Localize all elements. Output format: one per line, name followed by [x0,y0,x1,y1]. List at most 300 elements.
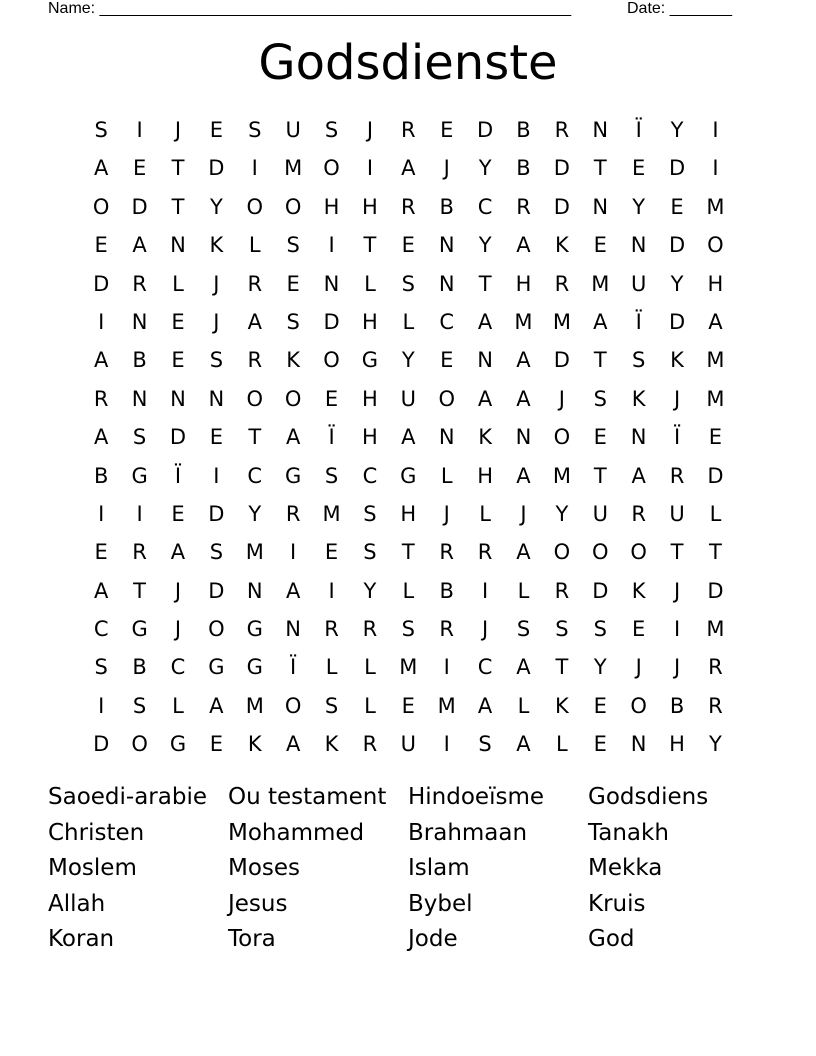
grid-letter: A [285,425,301,450]
grid-letter: A [94,425,109,450]
grid-letter: N [630,233,647,258]
grid-letter: M [245,693,264,718]
grid-letter: M [706,617,725,642]
word-list-item: Ou testament [228,784,387,810]
grid-letter: E [94,233,108,258]
grid-letter: R [554,118,570,142]
grid-letter: G [400,463,417,488]
grid-letter: T [171,194,185,219]
grid-row [82,648,735,686]
grid-letter: T [593,348,607,373]
grid-letter: E [440,348,454,373]
grid-letter: A [516,348,531,373]
grid-letter: E [171,501,185,526]
grid-letter: H [669,732,685,757]
word-list-item: Mekka [588,855,663,882]
grid-letter: E [632,617,646,642]
grid-letter: G [131,463,148,488]
grid-letter: N [630,732,647,757]
grid-letter: O [246,194,264,219]
grid-letter: M [706,348,725,373]
grid-letter: E [632,156,646,181]
word-list-item: Tanakh [588,819,669,846]
grid-letter: C [439,309,455,334]
grid-letter: L [517,693,530,718]
grid-letter: J [213,271,220,296]
grid-letter: B [439,194,454,219]
grid-letter: N [285,617,301,642]
grid-letter: Ï [635,309,642,334]
grid-letter: K [324,732,339,757]
grid-letter: L [517,578,530,603]
grid-letter: A [401,156,416,181]
grid-letter: S [248,118,262,142]
grid-letter: E [440,118,454,142]
grid-letter: R [324,617,339,642]
grid-letter: J [174,118,182,142]
word-list-item: Moslem [48,855,137,882]
grid-letter: S [94,655,108,680]
grid-letter: J [366,118,374,142]
word-list-item: Jesus [228,890,288,917]
grid-letter: A [593,309,608,334]
grid-row [82,457,735,495]
grid-letter: A [631,463,646,488]
grid-letter: U [400,386,416,411]
grid-letter: T [555,655,569,680]
grid-letter: K [286,348,301,373]
grid-letter: R [247,348,263,373]
grid-letter: L [402,578,415,603]
grid-letter: H [400,501,417,526]
grid-letter: R [669,463,685,488]
grid-letter: J [213,309,220,334]
grid-letter: H [362,386,378,411]
grid-letter: M [437,693,456,718]
grid-letter: M [591,271,610,296]
grid-letter: D [707,578,724,603]
date-field-label: Date: _______ [627,0,732,17]
grid-letter: M [706,194,725,219]
grid-letter: T [133,578,146,603]
grid-row [82,380,735,418]
grid-letter: G [208,655,225,680]
grid-letter: A [209,693,224,718]
grid-letter: O [707,233,724,258]
grid-letter: D [208,501,225,526]
page-title: Godsdienste [258,35,558,91]
grid-letter: N [438,271,455,296]
grid-letter: R [516,194,531,219]
grid-letter: R [439,617,454,642]
grid-letter: H [707,271,724,296]
grid-letter: N [170,233,186,258]
grid-letter: E [593,732,607,757]
grid-letter: J [558,386,565,411]
grid-letter: O [630,540,647,565]
grid-letter: N [131,386,148,411]
grid-letter: D [668,233,686,258]
grid-letter: D [553,194,570,219]
grid-letter: D [323,309,340,334]
grid-letter: I [98,309,105,334]
grid-letter: E [94,540,108,565]
grid-letter: C [170,655,186,680]
grid-letter: Y [632,194,646,219]
grid-letter: R [362,732,378,757]
grid-letter: R [247,271,263,296]
word-list-item: God [588,926,635,953]
grid-letter: S [132,425,147,450]
word-list-item: Hindoeïsme [408,784,545,810]
grid-letter: M [514,309,533,334]
grid-letter: A [247,309,262,334]
grid-letter: M [245,540,264,565]
grid-letter: G [361,348,379,373]
word-list-item: Allah [48,890,106,917]
grid-letter: R [93,386,109,411]
grid-letter: J [673,386,681,411]
grid-letter: J [673,578,681,603]
grid-letter: D [592,578,609,603]
grid-letter: U [669,501,685,526]
grid-letter: A [516,233,531,258]
grid-letter: R [477,540,493,565]
grid-letter: K [247,732,262,757]
grid-letter: K [554,233,569,258]
grid-letter: I [443,732,450,757]
grid-letter: Y [555,501,569,526]
grid-letter: O [592,540,609,565]
grid-letter: D [169,425,187,450]
grid-letter: Y [363,578,377,603]
grid-letter: C [477,194,493,219]
grid-letter: C [247,463,263,488]
grid-letter: R [401,194,416,219]
grid-letter: I [712,118,719,142]
grid-letter: T [478,271,492,296]
name-field-label: Name: _____________________________________________________ [48,0,572,17]
grid-letter: E [132,156,147,181]
grid-letter: A [132,233,147,258]
grid-letter: O [92,194,110,219]
grid-letter: B [132,348,147,373]
grid-letter: Y [670,271,684,296]
grid-letter: T [363,233,377,258]
grid-letter: N [323,271,340,296]
grid-row [82,610,735,648]
grid-letter: R [708,693,723,718]
word-list-item: Godsdiens [588,784,709,810]
grid-letter: J [443,501,450,526]
grid-letter: I [290,540,297,565]
grid-letter: A [477,309,493,334]
grid-letter: O [131,732,148,757]
grid-letter: O [553,425,571,450]
grid-letter: S [209,540,224,565]
grid-letter: K [670,348,684,373]
grid-letter: Ï [174,463,182,488]
word-list-item: Kruis [588,890,646,917]
grid-letter: S [209,348,224,373]
grid-letter: O [438,386,455,411]
grid-letter: R [631,501,646,526]
grid-letter: I [366,156,374,181]
header-line [48,0,768,20]
grid-letter: G [246,655,263,680]
grid-letter: N [208,386,225,411]
grid-letter: R [362,617,378,642]
grid-letter: E [593,425,607,450]
grid-letter: R [401,118,416,142]
word-list-item: Moses [228,855,301,882]
grid-letter: L [364,693,376,718]
grid-letter: I [328,578,335,603]
grid-letter: O [553,540,571,565]
grid-letter: B [516,118,531,142]
grid-letter: E [593,233,607,258]
grid-letter: H [515,271,532,296]
grid-letter: E [401,693,415,718]
word-list-item: Jode [408,926,458,953]
grid-letter: H [323,194,340,219]
grid-letter: S [324,118,339,142]
grid-letter: G [246,617,263,642]
grid-letter: D [208,578,225,603]
grid-letter: L [556,732,568,757]
grid-letter: L [325,655,338,680]
grid-letter: R [132,540,147,565]
grid-letter: K [478,425,492,450]
grid-letter: J [174,578,182,603]
grid-row [82,149,735,187]
grid-letter: N [592,118,609,142]
grid-letter: S [401,617,415,642]
grid-letter: I [251,156,258,181]
grid-letter: S [132,693,147,718]
grid-row [82,418,735,456]
grid-letter: O [284,194,302,219]
grid-letter: E [209,425,223,450]
grid-letter: B [93,463,109,488]
grid-letter: K [631,578,646,603]
grid-row [82,226,735,264]
grid-letter: J [635,655,642,680]
grid-letter: T [593,463,607,488]
grid-letter: T [401,540,415,565]
grid-letter: J [174,617,182,642]
grid-letter: D [553,348,570,373]
grid-letter: M [552,309,571,334]
grid-letter: D [553,156,570,181]
word-list-item: Brahmaan [408,819,528,846]
grid-letter: Ï [673,425,681,450]
grid-letter: S [516,617,531,642]
grid-letter: E [209,732,223,757]
grid-letter: K [554,693,569,718]
grid-letter: O [246,386,264,411]
grid-letter: O [208,617,225,642]
grid-letter: L [364,271,376,296]
grid-row [82,725,735,763]
grid-row [82,111,735,149]
grid-letter: D [131,194,148,219]
grid-letter: A [477,386,493,411]
grid-letter: D [668,156,686,181]
grid-letter: A [516,386,531,411]
grid-letter: D [208,156,225,181]
grid-letter: E [286,271,300,296]
grid-letter: Y [478,233,492,258]
grid-letter: D [707,463,724,488]
grid-letter: M [706,386,725,411]
grid-letter: T [171,156,185,181]
grid-letter: Ï [328,425,335,450]
grid-letter: Y [670,118,684,142]
grid-letter: Y [709,732,722,757]
grid-letter: I [213,463,220,488]
grid-letter: I [98,501,105,526]
grid-letter: G [169,732,187,757]
grid-letter: Y [248,501,262,526]
grid-letter: M [552,463,571,488]
grid-letter: A [401,425,416,450]
grid-letter: T [709,540,722,565]
grid-letter: U [400,732,416,757]
grid-letter: S [401,271,415,296]
word-list-item: Saoedi-arabie [48,784,207,810]
grid-letter: D [668,309,686,334]
grid-letter: N [170,386,186,411]
grid-letter: S [286,233,300,258]
grid-letter: S [363,501,377,526]
grid-letter: E [171,348,185,373]
word-list-item: Christen [48,819,145,846]
grid-letter: A [285,578,301,603]
grid-letter: N [630,425,647,450]
grid-letter: T [593,156,607,181]
grid-letter: G [131,617,148,642]
grid-letter: M [399,655,418,680]
grid-row [82,265,735,303]
grid-letter: N [592,194,609,219]
grid-letter: O [630,693,647,718]
word-list [48,780,768,958]
grid-letter: S [324,463,339,488]
grid-letter: E [324,540,339,565]
grid-letter: C [477,655,493,680]
grid-letter: S [593,386,607,411]
grid-letter: Y [209,194,223,219]
grid-letter: S [286,309,300,334]
grid-letter: E [593,693,607,718]
word-list-item: Islam [408,855,470,882]
grid-letter: S [363,540,377,565]
grid-letter: H [362,425,378,450]
grid-letter: B [669,693,685,718]
grid-letter: U [592,501,608,526]
grid-letter: R [285,501,301,526]
grid-letter: T [248,425,262,450]
grid-letter: L [248,233,261,258]
grid-letter: H [362,309,378,334]
grid-letter: K [209,233,224,258]
grid-letter: Ï [290,655,297,680]
grid-letter: H [362,194,378,219]
grid-letter: M [284,156,303,181]
grid-letter: I [673,617,681,642]
grid-letter: J [520,501,527,526]
grid-letter: E [670,194,684,219]
grid-letter: M [322,501,341,526]
grid-letter: N [438,233,455,258]
grid-letter: N [438,425,455,450]
grid-letter: Ï [635,118,642,142]
grid-letter: E [708,425,723,450]
grid-letter: A [516,655,531,680]
grid-letter: U [630,271,647,296]
grid-letter: G [285,463,302,488]
grid-letter: J [673,655,681,680]
grid-letter: H [477,463,493,488]
grid-letter: C [93,617,109,642]
grid-letter: Y [401,348,415,373]
grid-letter: B [132,655,147,680]
grid-letter: S [593,617,607,642]
grid-letter: S [94,118,108,142]
grid-letter: K [631,386,646,411]
grid-letter: R [554,271,570,296]
grid-letter: A [477,693,493,718]
grid-letter: R [439,540,454,565]
word-list-item: Koran [48,926,115,953]
grid-row [82,303,735,341]
grid-letter: I [482,578,489,603]
grid-letter: O [284,693,302,718]
grid-letter: N [246,578,263,603]
grid-letter: R [708,655,723,680]
grid-row [82,572,735,610]
grid-letter: A [516,463,531,488]
grid-letter: O [323,348,340,373]
grid-letter: A [94,578,109,603]
grid-letter: E [324,386,339,411]
grid-letter: A [285,732,301,757]
grid-letter: N [131,309,148,334]
grid-letter: J [482,617,489,642]
word-list-item: Bybel [408,890,473,917]
grid-letter: E [171,309,185,334]
grid-letter: E [209,118,223,142]
grid-letter: L [402,309,415,334]
grid-letter: D [477,118,494,142]
grid-letter: I [136,118,143,142]
grid-row [82,341,735,379]
grid-letter: S [555,617,569,642]
word-list-item: Mohammed [228,819,365,846]
grid-letter: L [364,655,376,680]
grid-letter: N [515,425,532,450]
grid-letter: B [439,578,454,603]
grid-letter: N [477,348,493,373]
grid-letter: L [709,501,722,526]
grid-letter: Y [478,156,492,181]
grid-letter: I [712,156,719,181]
grid-letter: L [479,501,491,526]
grid-letter: S [478,732,492,757]
grid-letter: L [172,271,184,296]
grid-row [82,188,735,226]
